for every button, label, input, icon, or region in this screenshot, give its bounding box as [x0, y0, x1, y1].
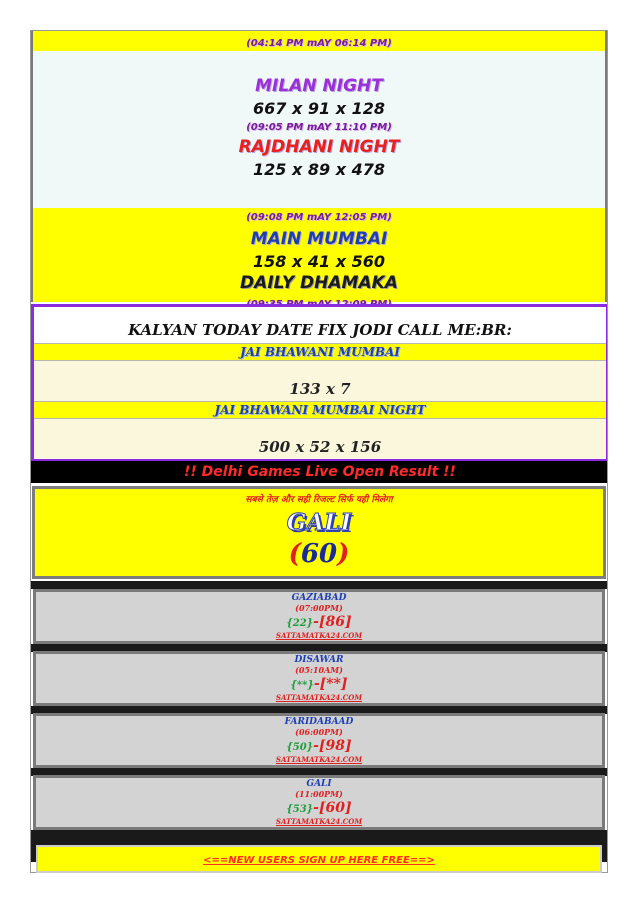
- jai-bhawani-night-value: 500 x 52 x 156: [34, 419, 606, 459]
- card-time: (05:10AM): [295, 665, 343, 675]
- card-new-result: [**]: [319, 676, 348, 692]
- card-old-result: {**}: [290, 680, 314, 691]
- card-separator: -: [313, 676, 320, 692]
- result-card-disawar: [33, 651, 605, 706]
- card-time: (07:00PM): [295, 603, 343, 613]
- card-separator: -: [313, 800, 319, 816]
- card-result: [36, 801, 602, 817]
- card-time: (11:00PM): [295, 789, 343, 799]
- time-label: (09:05 PM mAY 11:10 PM): [246, 122, 392, 133]
- delhi-games-header: !! Delhi Games Live Open Result !!: [31, 461, 608, 483]
- card-old-result: {50}: [286, 742, 314, 753]
- card-new-result: [60]: [318, 800, 352, 816]
- result-card-faridabaad: [33, 713, 605, 768]
- card-result: [36, 615, 602, 631]
- card-new-result: [98]: [318, 738, 352, 754]
- card-time: (06:00PM): [295, 727, 343, 737]
- jai-bhawani-band: JAI BHAWANI MUMBAI: [34, 343, 606, 361]
- card-result: [36, 677, 602, 693]
- game-name-main-mumbai: MAIN MUMBAI: [250, 229, 388, 249]
- gali-main-box: [32, 486, 606, 579]
- card-site-link[interactable]: SATTAMATKA24.COM: [275, 755, 363, 764]
- gali-result: [35, 539, 603, 569]
- close-paren: ): [337, 539, 350, 569]
- card-separator: -: [313, 738, 319, 754]
- card-site-link[interactable]: SATTAMATKA24.COM: [275, 817, 363, 826]
- time-label: (09:08 PM mAY 12:05 PM): [246, 212, 392, 223]
- card-name: DISAWAR: [294, 655, 344, 665]
- game-numbers-milan: 667 x 91 x 128: [253, 99, 385, 118]
- time-band-1: [33, 31, 605, 51]
- card-name: FARIDABAAD: [284, 717, 354, 727]
- divider: [31, 581, 608, 589]
- gali-note: सबसे तेज़ और सही रिजल्ट सिर्फ यही मिलेगा: [245, 495, 393, 505]
- kalyan-box: [31, 304, 608, 462]
- card-old-result: {53}: [286, 804, 314, 815]
- result-card-gali: [33, 775, 605, 830]
- jai-bhawani-night-band: JAI BHAWANI MUMBAI NIGHT: [34, 401, 606, 419]
- gali-name: GALI: [286, 509, 352, 536]
- card-name: GALI: [306, 779, 332, 789]
- game-numbers-rajdhani: 125 x 89 x 478: [253, 160, 385, 179]
- card-result: [36, 739, 602, 755]
- night-games-box: [31, 31, 607, 302]
- game-name-milan: MILAN NIGHT: [255, 76, 383, 96]
- game-numbers-main-mumbai: 158 x 41 x 560: [253, 252, 385, 271]
- open-paren: (: [288, 539, 301, 569]
- game-name-daily-dhamaka: DAILY DHAMAKA: [240, 273, 398, 293]
- kalyan-title: KALYAN TODAY DATE FIX JODI CALL ME:BR:: [128, 321, 512, 339]
- page-sheet: [30, 30, 608, 873]
- milan-rajdhani-section: [33, 51, 605, 208]
- result-card-gaziabad: [33, 589, 605, 644]
- game-name-rajdhani: RAJDHANI NIGHT: [238, 137, 400, 157]
- main-mumbai-section: [33, 208, 605, 302]
- signup-link[interactable]: <==NEW USERS SIGN UP HERE FREE==>: [36, 845, 602, 873]
- card-site-link[interactable]: SATTAMATKA24.COM: [275, 631, 363, 640]
- card-new-result: [86]: [318, 614, 352, 630]
- gali-result-value: 60: [300, 539, 338, 569]
- card-name: GAZIABAD: [291, 593, 347, 603]
- card-site-link[interactable]: SATTAMATKA24.COM: [275, 693, 363, 702]
- card-separator: -: [313, 614, 319, 630]
- jai-bhawani-value: 133 x 7: [34, 361, 606, 401]
- time-label: (04:14 PM mAY 06:14 PM): [246, 38, 392, 49]
- card-old-result: {22}: [286, 618, 314, 629]
